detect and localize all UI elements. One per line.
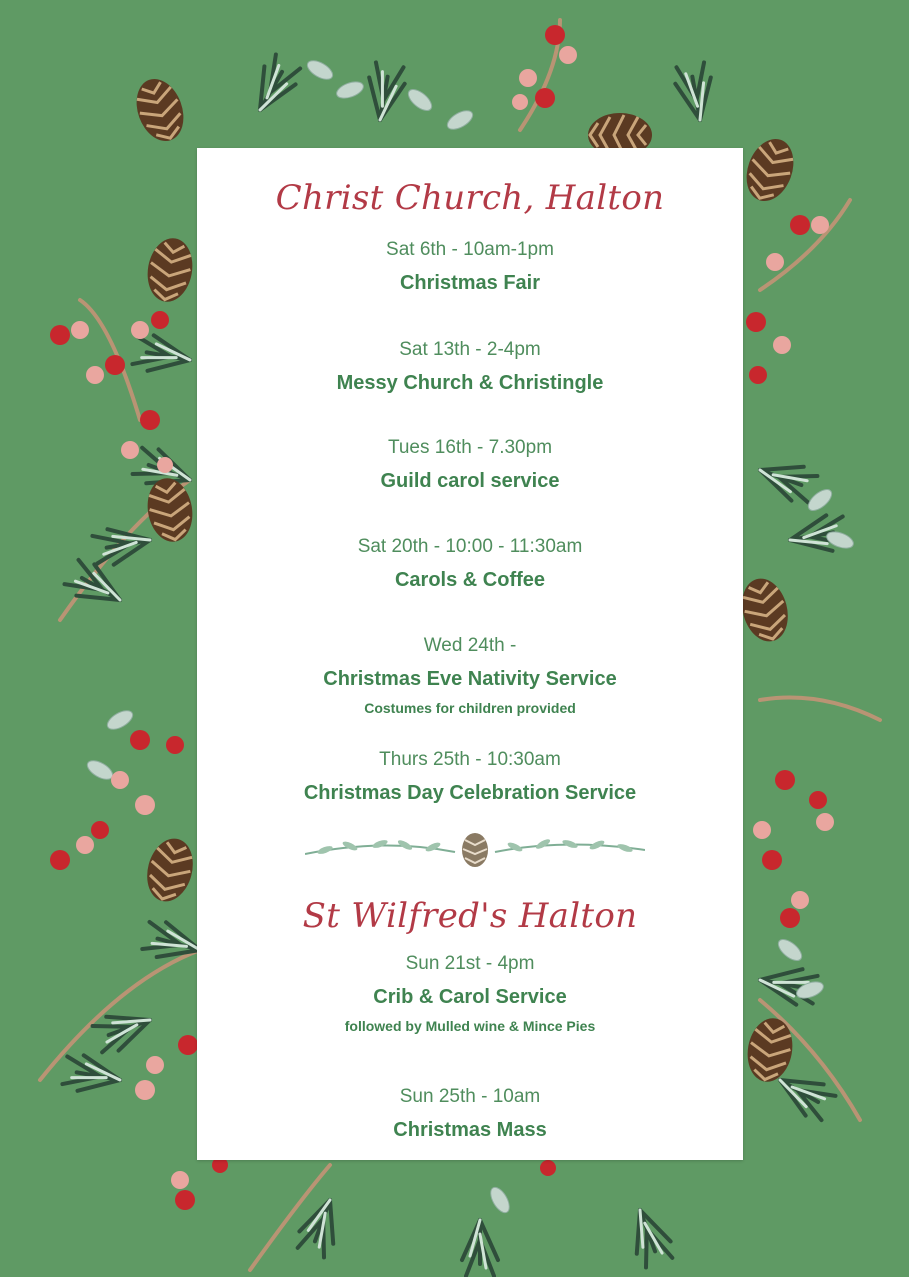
event-when: Tues 16th - 7.30pm	[387, 437, 553, 458]
leaf-garland-divider	[305, 830, 645, 870]
event-what: Christmas Mass	[393, 1119, 547, 1141]
event-when: Sun 25th - 10am	[399, 1086, 541, 1107]
event-christmas-day	[197, 748, 743, 805]
event-what: Christmas Day Celebration Service	[303, 782, 637, 804]
event-what: Messy Church & Christingle	[336, 372, 604, 394]
pine-cone-icon	[462, 833, 488, 867]
event-when: Sat 13th - 2-4pm	[399, 339, 541, 360]
event-when: Wed 24th -	[423, 635, 517, 656]
event-when: Sun 21st - 4pm	[405, 953, 535, 974]
event-what: Christmas Fair	[399, 272, 541, 294]
event-guild-carol	[197, 436, 743, 493]
event-note: followed by Mulled wine & Mince Pies	[344, 1018, 596, 1034]
event-crib-carol	[197, 952, 743, 1035]
event-christmas-eve	[197, 634, 743, 717]
event-what: Crib & Carol Service	[373, 986, 567, 1008]
event-christmas-fair	[197, 238, 743, 295]
christ-church-title: Christ Church, Halton	[275, 178, 665, 218]
event-when: Sat 20th - 10:00 - 11:30am	[357, 536, 583, 557]
event-messy-church	[197, 338, 743, 395]
event-when: Sat 6th - 10am-1pm	[386, 239, 554, 260]
event-what: Guild carol service	[380, 470, 560, 492]
event-note: Costumes for children provided	[364, 700, 576, 716]
event-what: Christmas Eve Nativity Service	[323, 668, 617, 690]
st-wilfreds-title: St Wilfred's Halton	[302, 896, 638, 936]
events-card	[197, 148, 743, 1160]
event-what: Carols & Coffee	[394, 569, 546, 591]
event-when: Thurs 25th - 10:30am	[379, 749, 561, 770]
event-carols-coffee	[197, 535, 743, 592]
event-christmas-mass	[197, 1085, 743, 1142]
